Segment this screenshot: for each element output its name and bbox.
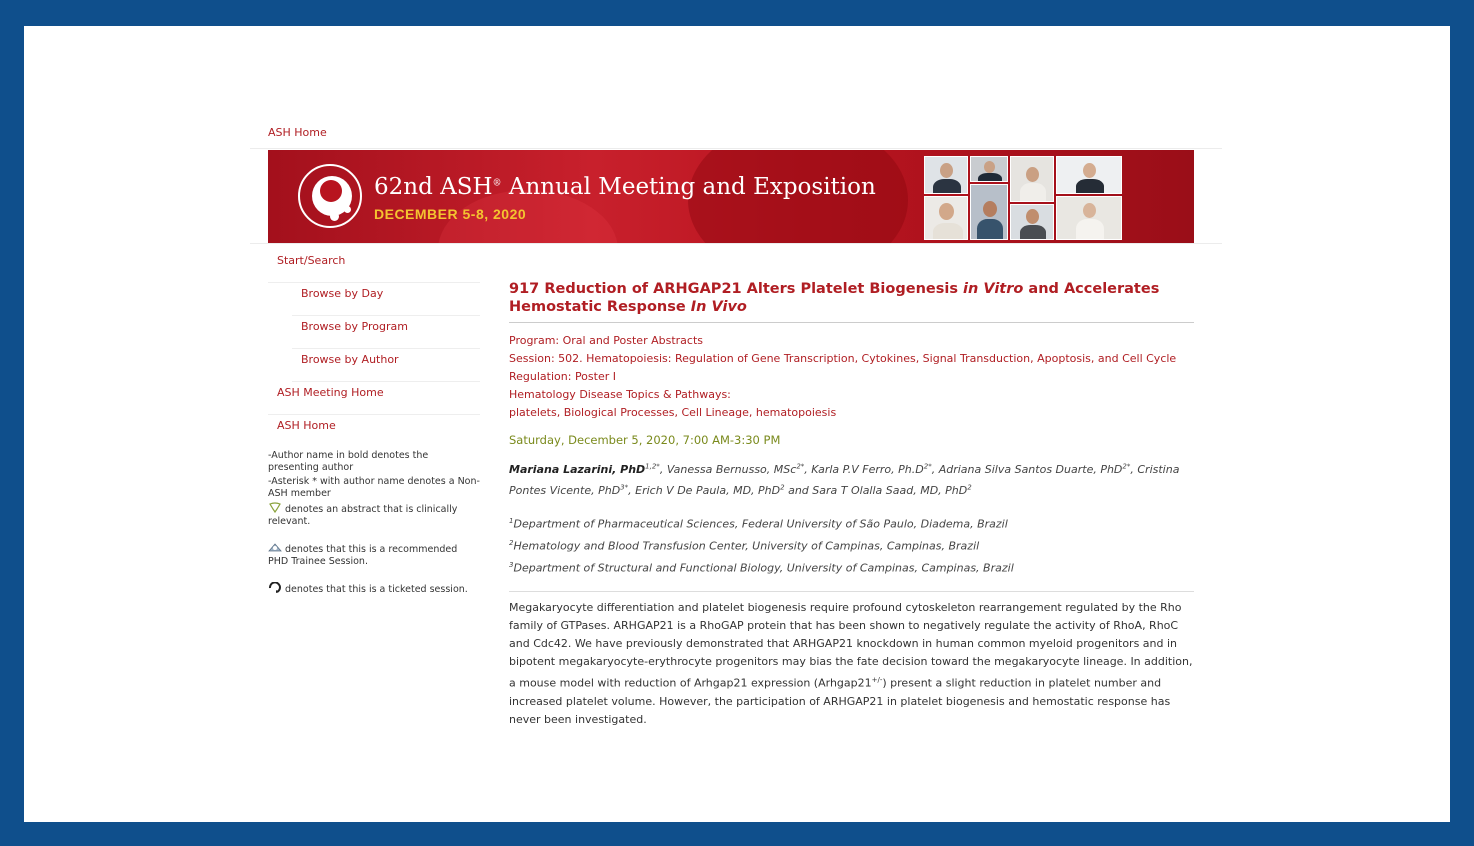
author-name: Mariana Lazarini, PhD$^{1,2*}$, <box>509 462 667 476</box>
topics-label: Hematology Disease Topics & Pathways: <box>509 388 731 401</box>
content-divider <box>509 591 1194 592</box>
author-name: Adriana Silva Santos Duarte, PhD$^{2*}$, <box>938 462 1138 476</box>
program-link[interactable]: Program: Oral and Poster Abstracts <box>509 334 703 347</box>
legend <box>268 450 480 596</box>
session-date: Saturday, December 5, 2020, 7:00 AM-3:30 PM <box>509 433 781 447</box>
abstract-title: 917 Reduction of ARHGAP21 Alters Platelet Biogenesis in Vitro and Accelerates Hemostatic Response In Vivo <box>509 280 1194 323</box>
ash-logo-icon[interactable] <box>298 164 362 228</box>
sidebar-item-browse-by-author[interactable]: Browse by Author <box>292 349 480 382</box>
meeting-banner <box>268 150 1194 243</box>
header-divider-top <box>250 148 1222 149</box>
sidebar-item-browse-by-day[interactable]: Browse by Day <box>292 283 480 316</box>
topics-list[interactable]: platelets, Biological Processes, Cell Lineage, hematopoiesis <box>509 406 837 419</box>
author-name: Cristina Pontes Vicente, PhD$^{3*}$, <box>509 462 1180 498</box>
author-name: Erich V De Paula, MD, PhD$^2$ and <box>635 483 813 498</box>
header-divider-bottom <box>250 243 1222 244</box>
sidebar-item-browse-by-program[interactable]: Browse by Program <box>292 316 480 349</box>
sidebar-item-ash-home[interactable]: ASH Home <box>277 419 336 432</box>
abstract-meta <box>509 332 1194 422</box>
sidebar <box>268 250 480 598</box>
top-ash-home-link[interactable]: ASH Home <box>268 126 327 139</box>
author-name: Sara T Olalla Saad, MD, PhD$^2$ <box>812 483 972 498</box>
legend-ticketed: denotes that this is a ticketed session. <box>268 582 480 596</box>
author-name: Vanessa Bernusso, MSc$^{2*}$, <box>666 462 812 476</box>
banner-title: 62nd ASH® Annual Meeting and Exposition <box>374 174 876 200</box>
sidebar-item-ash-meeting-home[interactable]: ASH Meeting Home <box>268 382 480 415</box>
legend-author-bold: -Author name in bold denotes the presenting author <box>268 450 429 473</box>
phd-trainee-icon <box>268 542 282 553</box>
ticketed-icon <box>268 582 282 593</box>
author-list <box>509 457 1194 500</box>
banner-dates: DECEMBER 5-8, 2020 <box>374 206 527 222</box>
sidebar-item-start-search[interactable]: Start/Search <box>268 250 480 283</box>
affiliation-item: $^2$Hematology and Blood Transfusion Center, University of Campinas, Campinas, Brazil <box>509 538 980 553</box>
affiliation-item: $^3$Department of Structural and Functional Biology, University of Campinas, Campinas, Brazil <box>509 560 1014 575</box>
abstract-content <box>509 280 1194 729</box>
legend-asterisk: -Asterisk * with author name denotes a Non-ASH member <box>268 476 480 499</box>
legend-clinical: denotes an abstract that is clinically relevant. <box>268 504 458 527</box>
clinically-relevant-icon <box>268 502 282 513</box>
affiliation-item: $^1$Department of Pharmaceutical Sciences, Federal University of São Paulo, Diadema, Brazil <box>509 517 1008 531</box>
legend-phd: denotes that this is a recommended PHD Trainee Session. <box>268 544 458 567</box>
abstract-body: Megakaryocyte differentiation and platelet biogenesis require profound cytoskeleton rearrangement regulated by the Rho family of GTPases. ARHGAP21 is a RhoGAP protein that has been shown to negatively regulate the activity of RhoA, RhoC and Cdc42. We have previously demonstrated that ARHGAP21 knockdown in human common myeloid progenitors and in bipotent megakaryocyte-erythrocyte progenitors may bias the fate decision toward the megakaryocyte lineage. In addition, a mouse model with reduction of Arhgap21 expression (Arhgap21+/-) present a slight reduction in platelet number and increased platelet volume. However, the participation of ARHGAP21 in platelet biogenesis and hemostatic response has never been investigated. <box>509 601 1193 726</box>
attendee-photos <box>924 156 1124 240</box>
session-link[interactable]: Session: 502. Hematopoiesis: Regulation of Gene Transcription, Cytokines, Signal Transduction, Apoptosis, and Cell Cycle Regulation: Poster I <box>509 352 1177 383</box>
affiliation-list <box>509 512 1194 577</box>
author-name: Karla P.V Ferro, $Ph.D^{2*}$, <box>811 462 939 476</box>
